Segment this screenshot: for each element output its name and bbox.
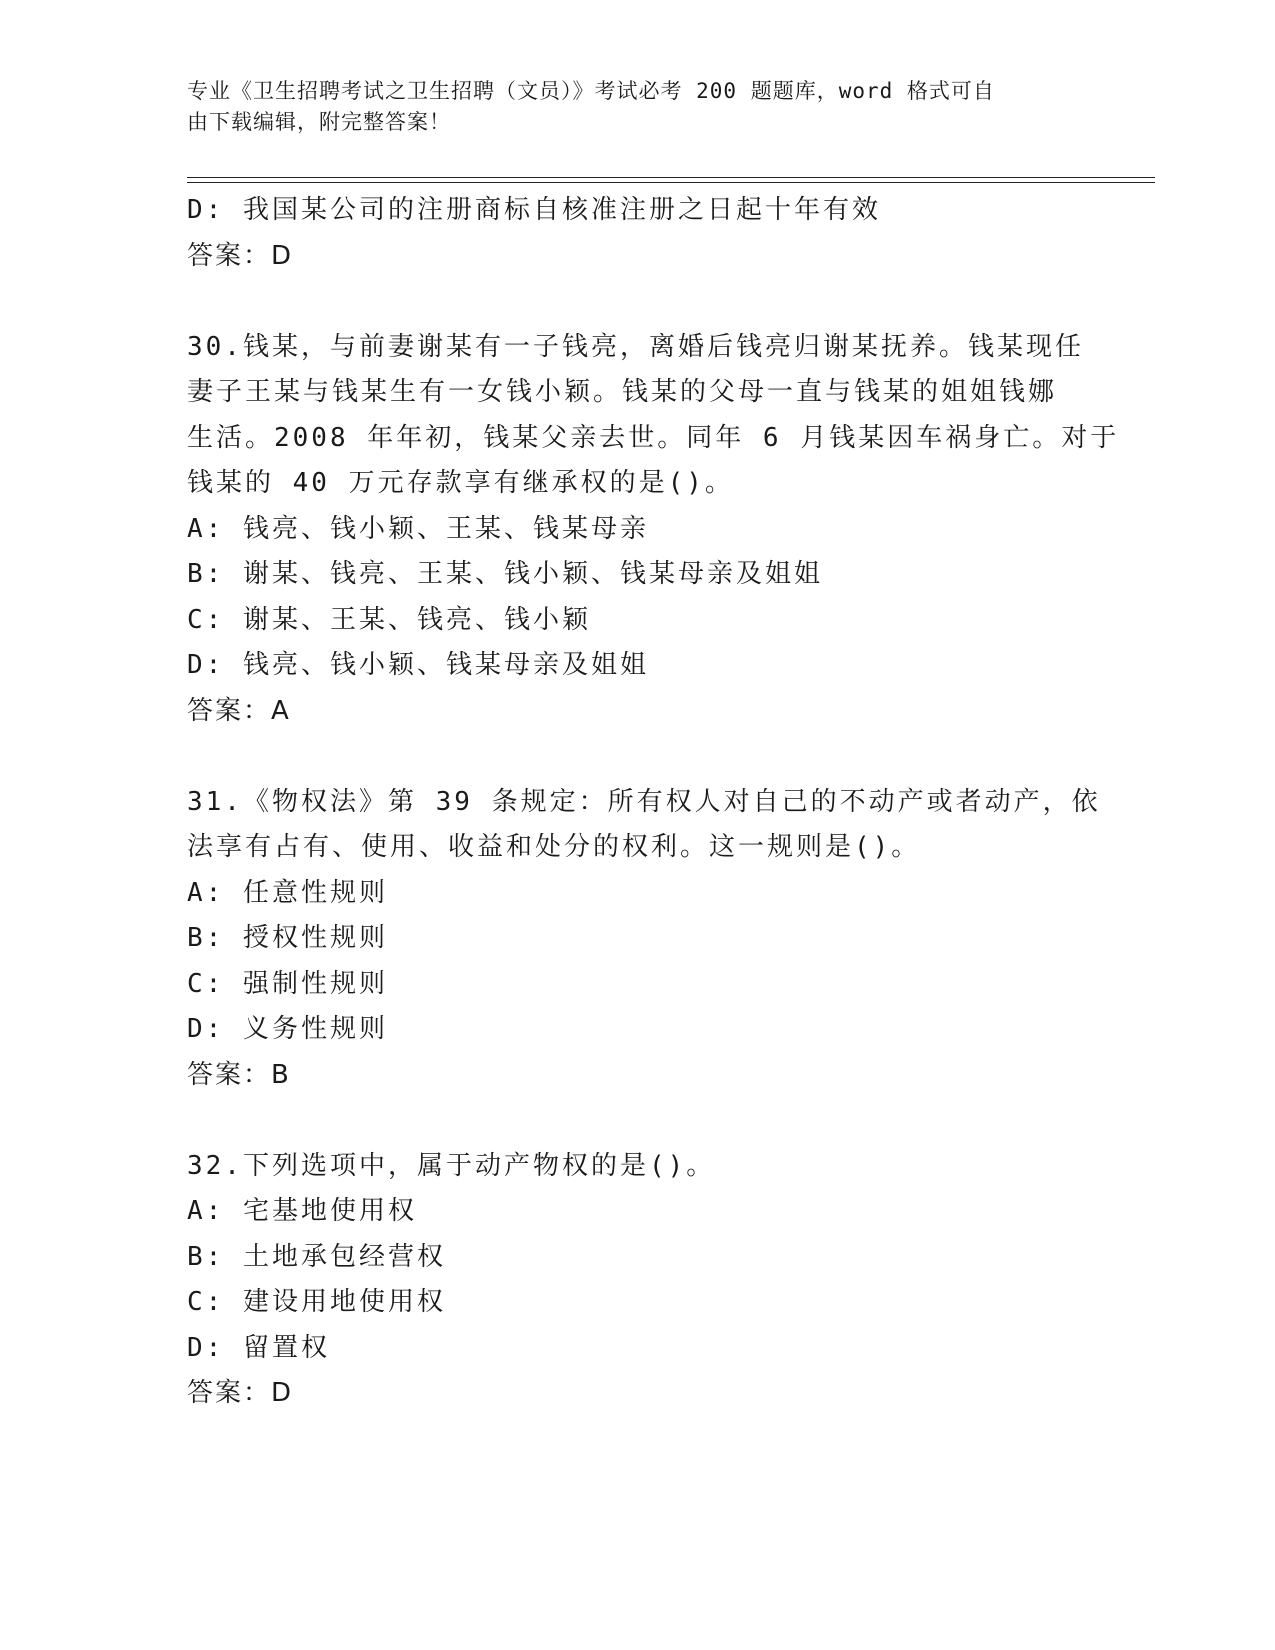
- question-30-option-d: D: 钱亮、钱小颖、钱某母亲及姐姐: [187, 650, 649, 680]
- question-30-stem-line: 生活。2008 年年初，钱某父亲去世。同年 6 月钱某因车祸身亡。对于: [187, 422, 1120, 453]
- header-divider-top: [187, 177, 1155, 178]
- question-31-stem-line: 31.《物权法》第 39 条规定：所有权人对自己的不动产或者动产，依: [187, 786, 1101, 817]
- question-31-stem-line: 法享有占有、使用、收益和处分的权利。这一规则是()。: [187, 832, 921, 862]
- question-30: [187, 325, 1120, 735]
- question-31-answer: 答案：B: [187, 1059, 291, 1090]
- prev-answer: 答案：D: [187, 240, 294, 271]
- header-divider-bottom: [187, 182, 1155, 183]
- spacer: [187, 734, 1087, 780]
- question-31-option-d: D: 义务性规则: [187, 1014, 388, 1044]
- spacer: [187, 1098, 1087, 1144]
- prev-option-d: D: 我国某公司的注册商标自核准注册之日起十年有效: [187, 195, 881, 225]
- question-32-stem-line: 32.下列选项中，属于动产物权的是()。: [187, 1150, 716, 1181]
- question-30-option-c: C: 谢某、王某、钱亮、钱小颖: [187, 604, 591, 635]
- question-content: [187, 188, 1120, 1417]
- question-30-option-a: A: 钱亮、钱小颖、王某、钱某母亲: [187, 513, 649, 544]
- question-30-stem-line: 钱某的 40 万元存款享有继承权的是()。: [187, 468, 734, 498]
- question-30-answer: 答案：A: [187, 695, 291, 726]
- question-31-option-b: B: 授权性规则: [187, 923, 388, 953]
- question-32-option-a: A: 宅基地使用权: [187, 1196, 417, 1226]
- question-32-option-d: D: 留置权: [187, 1332, 330, 1363]
- question-32-option-b: B: 土地承包经营权: [187, 1241, 446, 1272]
- question-30-stem-line: 妻子王某与钱某生有一女钱小颖。钱某的父母一直与钱某的姐姐钱娜: [187, 377, 1058, 407]
- question-31: [187, 780, 1101, 1099]
- spacer: [187, 279, 1087, 325]
- question-31-option-c: C: 强制性规则: [187, 968, 388, 999]
- question-31-option-a: A: 任意性规则: [187, 877, 388, 908]
- question-32-answer: 答案：D: [187, 1378, 294, 1408]
- document-header-note: [187, 76, 1067, 138]
- question-32-option-c: C: 建设用地使用权: [187, 1287, 446, 1317]
- question-32: [187, 1144, 1087, 1417]
- question-30-stem-line: 30.钱某，与前妻谢某有一子钱亮，离婚后钱亮归谢某抚养。钱某现任: [187, 331, 1084, 362]
- header-line-2: 由下载编辑，附完整答案！: [187, 110, 451, 134]
- question-30-option-b: B: 谢某、钱亮、王某、钱小颖、钱某母亲及姐姐: [187, 559, 823, 589]
- header-line-1: 专业《卫生招聘考试之卫生招聘（文员）》考试必考 200 题题库，word 格式可自: [187, 79, 995, 103]
